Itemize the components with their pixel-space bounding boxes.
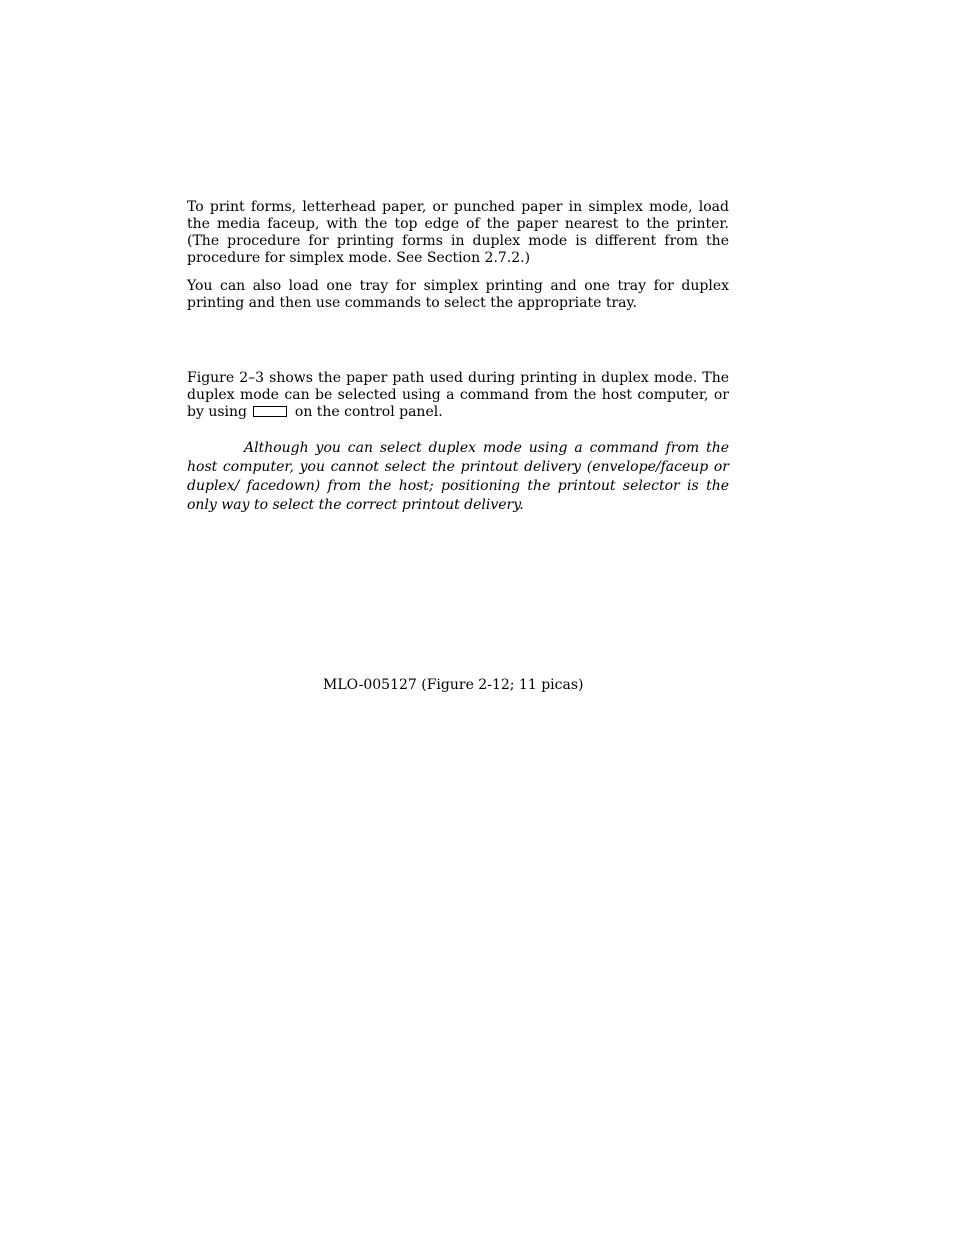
paragraph-duplex-text-before-key: Figure 2–3 shows the paper path used during printing in duplex mode. The duplex mode can be selected using a command from the host computer, or by using — [187, 370, 729, 420]
paragraph-duplex-mode — [187, 370, 729, 421]
control-panel-key-placeholder — [253, 406, 287, 417]
note-text: Although you can select duplex mode using a command from the host computer, you cannot select the printout delivery (envelope/faceup or duplex/ facedown) from the host; positioning the printout selector is the only way to select the correct printout delivery. — [187, 440, 729, 513]
paragraph-trays — [187, 278, 729, 312]
paragraph-simplex-forms-text: To print forms, letterhead paper, or punched paper in simplex mode, load the media faceup, with the top edge of the paper nearest to the printer. (The procedure for printing forms in duplex mode is different from the procedure for simplex mode. See Section 2.7.2.) — [187, 199, 729, 266]
note-paragraph — [187, 439, 729, 515]
figure-caption: MLO-005127 (Figure 2-12; 11 picas) — [323, 677, 584, 693]
paragraph-duplex-text-after-key: on the control panel. — [294, 404, 443, 420]
paragraph-trays-text: You can also load one tray for simplex printing and one tray for duplex printing and then use commands to select the appropriate tray. — [187, 278, 729, 311]
paragraph-simplex-forms — [187, 199, 729, 267]
